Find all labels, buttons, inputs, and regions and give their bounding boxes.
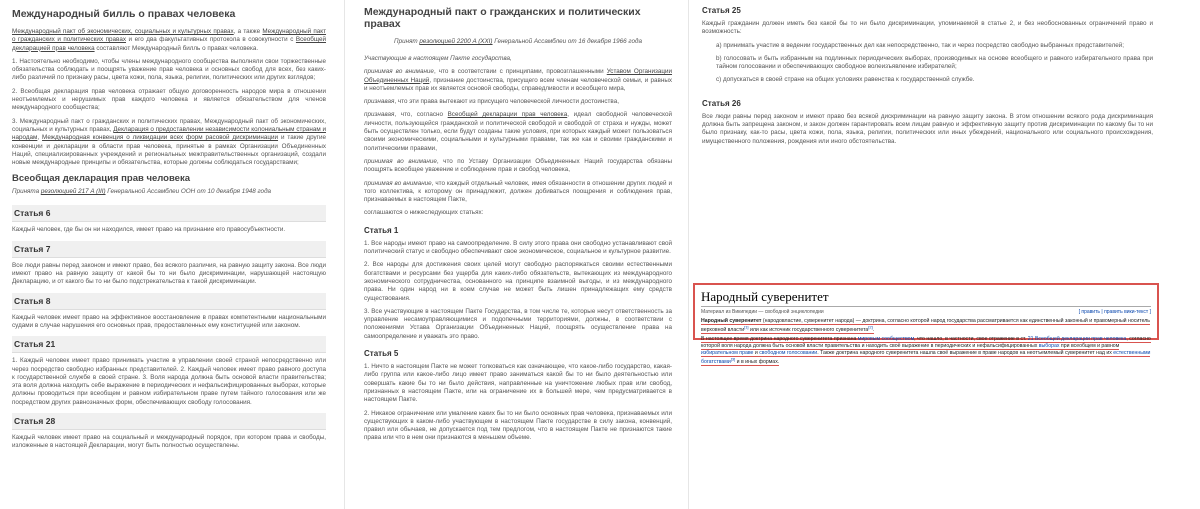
udhr-article-28 bbox=[12, 413, 326, 451]
racial-discrimination-convention-link[interactable]: Международная конвенция о ликвидации всех форм расовой дискриминации bbox=[42, 134, 279, 142]
article-title: Статья 28 bbox=[12, 413, 326, 430]
iccpr-article-25-c: c) допускаться в своей стране на общих условиях равенства к государственной службе. bbox=[716, 76, 975, 84]
iccpr-article-25-title: Статья 25 bbox=[702, 6, 741, 15]
wiki-ref-2[interactable]: [2] bbox=[868, 324, 873, 330]
article-text: Каждый человек имеет право на социальный и международный порядок, при котором права и свободы, изложенные в настоящей Декларации, могут быть полностью осуществлены. bbox=[12, 434, 326, 450]
article-text: Каждый человек имеет право на эффективное восстановление в правах компетентными национальными судами в случае нарушения его основных прав, предоставленных ему конституцией или законом. bbox=[12, 313, 326, 329]
udhr-title: Всеобщая декларация прав человека bbox=[12, 173, 190, 185]
iccpr-article-25-intro: Каждый гражданин должен иметь без какой бы то ни было дискриминации, упоминаемой в статье 2, и без необоснованных ограничений право и возможность: bbox=[702, 20, 1153, 36]
article-title: Статья 8 bbox=[12, 293, 326, 310]
wiki-ref-1[interactable]: [1] bbox=[744, 324, 749, 330]
udhr-link[interactable]: Всеобщей декларацией прав человека bbox=[12, 36, 326, 52]
iccpr-adopted-note: Принят резолюцией 2200 A (XXI) Генеральной Ассамблеи от 16 декабря 1966 года bbox=[394, 38, 642, 45]
article-title: Статья 21 bbox=[12, 336, 326, 353]
udhr-article-6 bbox=[12, 205, 326, 234]
un-charter-link[interactable]: Уставом Организации Объединенных Наций bbox=[364, 68, 673, 84]
article-title: Статья 6 bbox=[12, 205, 326, 222]
icescr-link[interactable]: Международный пакт об экономических, социальных и культурных правах bbox=[12, 28, 234, 35]
iccpr-column bbox=[352, 0, 680, 509]
udhr-adopted-note: Принята резолюцией 217 A (III) Генеральной Ассамблеи ООН от 10 декабря 1948 года bbox=[12, 188, 272, 196]
resolution-217-link[interactable]: резолюцией 217 A (III) bbox=[40, 188, 106, 196]
iccpr-article-1-p2: 2. Все народы для достижения своих целей могут свободно распоряжаться своими естественными богатствами и ресурсами без ущерба для каких-либо обязательств, вытекающих из международного экономического сотрудничества, основанного на принципе взаимной выгоды, и из международного права. Ни один народ ни в коем случае не может быть лишен принадлежащих ему средств существования. bbox=[364, 261, 672, 302]
wiki-edit-links[interactable]: [ править | править вики-текст ] bbox=[1078, 309, 1151, 315]
preamble-parties: Участвующие в настоящем Пакте государства, bbox=[364, 55, 512, 62]
preamble-clause-1: принимая во внимание, что в соответствии с принципами, провозглашенными Уставом Организации Объединенных Наций, признание достоинства, присущего всем членам человеческой семьи, и равных и неотъемлемых прав их является основой свободы, справедливости и всеобщего мира, bbox=[364, 68, 673, 92]
wiki-link-udhr-21[interactable]: 21 Всеобщей декларации прав человека bbox=[1027, 336, 1127, 343]
iccpr-article-25-b: b) голосовать и быть избранным на подлинных периодических выборах, производимых на основе всеобщего и равного избирательного права при тайном голосовании и обеспечивающих свободное волеизъявление избирателей; bbox=[716, 54, 1153, 71]
wiki-source: Материал из Википедии — свободной энциклопедии bbox=[701, 309, 824, 315]
wiki-term: Народный суверенитет bbox=[701, 318, 762, 324]
udhr-article-8 bbox=[12, 293, 326, 331]
wiki-paragraph-1: Народный суверенитет (народовластие, суверенитет народа) — доктрина, согласно которой народ государства рассматривается как единственный законный и правомерный носитель верховной власти[1] или как источник государственного суверенитета[2]. bbox=[701, 318, 1151, 334]
bill-paragraph-3: 3. Международный пакт о гражданских и политических правах, Международный пакт об экономических, социальных и культурных правах, Декларация о предоставлении независимости колониальным странам и народам, Международная конвенция о ликвидации всех форм расовой дискриминации и такие другие конвенции и декларации в области прав человека, принятые в рамках Организации Объединенных Наций, специализированных учреждений и региональных межправительственных организаций, создали новые международные принципы и обязательства, которые должны соблюдаться государствами; bbox=[12, 117, 326, 167]
udhr-link-2[interactable]: Всеобщей декларации прав человека bbox=[447, 111, 568, 119]
iccpr-title: Международный пакт о гражданских и политических правах bbox=[364, 6, 641, 30]
decolonization-declaration-link[interactable]: Декларация о предоставлении независимости колониальным странам и народам bbox=[12, 125, 326, 142]
wiki-excerpt-box bbox=[693, 283, 1159, 366]
iccpr-article-1-p3: 3. Все участвующие в настоящем Пакте Государства, в том числе те, которые несут ответственность за управление несамоуправляющимися и подопечными территориями, должны, в соответствии с положениями Устава Организации Объединенных Наций, поощрять осуществление права на самоопределение и уважать это право. bbox=[364, 307, 672, 340]
iccpr-article-5-p1: 1. Ничто в настоящем Пакте не может толковаться как означающее, что какое-либо государство, какая-либо группа или какое-либо лицо имеет право заниматься какой бы то ни было деятельностью или совершать какие бы то ни было действия, направленные на уничтожение любых прав или свобод, признанных в настоящем Пакте, или на ограничение их в большей мере, чем предусматривается в настоящем Пакте. bbox=[364, 363, 672, 404]
wiki-paragraph-2: В настоящее время доктрина народного суверенитета признана мировым сообществом, что нашло, в частности, свое отражение в ст. 21 Всеобщей декларации прав человека, согласно которой воля народа должна быть основой власти правительства и находить своё выражение в периодических и нефальсифицированных выборах при всеобщем и равном избирательном праве и свободном голосовании. Также доктрина народного суверенитета нашла своё выражение в праве народов на неотъемлемый суверенитет над их естественными богатствами[3] и в иных формах. bbox=[701, 336, 1151, 366]
preamble-clause-3: признавая, что, согласно Всеобщей декларации прав человека, идеал свободной человеческой личности, пользующейся гражданской и политической свободой и свободой от страха и нужды, может быть осуществлен только, если будут созданы такие условия, при которых каждый может пользоваться своими экономическими, социальными и культурными правами, так же как и своими гражданскими и политическими правами, bbox=[364, 111, 672, 152]
bill-title: Международный билль о правах человека bbox=[12, 8, 236, 20]
wiki-meta-row bbox=[701, 309, 1151, 315]
wiki-link-natural-resources[interactable]: естественными богатствами bbox=[701, 349, 1151, 366]
iccpr-article-1-p1: 1. Все народы имеют право на самоопределение. В силу этого права они свободно устанавливают свой политический статус и свободно обеспечивают свое экономическое, социальное и культурное развитие. bbox=[364, 239, 672, 256]
bill-paragraph-1: 1. Настоятельно необходимо, чтобы члены международного сообщества выполняли свои торжественные обязательства соблюдать и поощрять уважение прав человека и основных свобод для всех, без каких-либо различий по признаку расы, цвета кожи, пола, языка, религии, политических или других взглядов; bbox=[12, 57, 326, 82]
wiki-link-world-community[interactable]: мировым сообществом bbox=[857, 336, 915, 343]
preamble-clause-5: принимая во внимание, что каждый отдельный человек, имея обязанности в отношении других людей и того коллектива, к которому он принадлежит, должен добиваться поощрения и соблюдения прав, признаваемых в настоящем Пакте, bbox=[364, 179, 672, 204]
preamble-agree: соглашаются о нижеследующих статьях: bbox=[364, 209, 484, 217]
article-title: Статья 7 bbox=[12, 241, 326, 258]
wiki-link-elections[interactable]: выборах bbox=[1038, 342, 1060, 349]
article-text: Каждый человек, где бы он ни находился, имеет право на признание его правосубъектности. bbox=[12, 226, 286, 234]
udhr-article-7 bbox=[12, 241, 326, 287]
iccpr-link[interactable]: Международный пакт о гражданских и политических правах bbox=[12, 28, 327, 44]
iccpr-article-5-p2: 2. Никакое ограничение или умаление каких бы то ни было основных прав человека, признаваемых или существующих в каком-либо участвующем в настоящем Пакте государстве в силу закона, конвенций, правил или обычаев, не допускается под тем предлогом, что в настоящем Пакте не признаются такие права или что в нем они признаются в меньшем объеме. bbox=[364, 409, 672, 442]
wiki-link-suffrage[interactable]: избирательном праве bbox=[701, 349, 754, 356]
iccpr-article-1-title: Статья 1 bbox=[364, 225, 399, 235]
iccpr-article-26-text: Все люди равны перед законом и имеют право без всякой дискриминации на равную защиту закона. В этом отношении всякого рода дискриминация должна быть запрещена законом, и закон должен гарантировать всем лицам равную и эффективную защиту против дискриминации по какому бы то ни было признаку, как-то расы, цвета кожи, пола, языка, религии, политических или иных убеждений, национального или социального происхождения, имущественного положения, рождения или иного обстоятельства. bbox=[702, 112, 1153, 145]
preamble-clause-4: принимая во внимание, что по Уставу Организации Объединенных Наций государства обязаны поощрять всеобщее уважение и соблюдение прав и свобод человека, bbox=[364, 157, 672, 174]
iccpr-article-26-title: Статья 26 bbox=[702, 98, 741, 108]
wiki-link-free-vote[interactable]: свободном голосовании bbox=[759, 349, 818, 356]
article-text: Все люди равны перед законом и имеют право, без всякого различия, на равную защиту закона. Все люди имеют право на равную защиту от какой бы то ни было дискриминации, нарушающей настоящую Декларацию, и от какого бы то ни было подстрекательства к такой дискриминации. bbox=[12, 261, 326, 286]
iccpr-articles-column bbox=[696, 0, 1161, 509]
article-text: 1. Каждый человек имеет право принимать участие в управлении своей страной непосредственно или через посредство свободно избранных представителей. 2. Каждый человек имеет право равного доступа к государственной службе в своей стране. 3. Воля народа должна быть основой власти правительства; эта воля должна находить себе выражение в периодических и нефальсифицированных выборах, которые должны проводиться при всеобщем и равном избирательном праве путем тайного голосования или же посредством других равнозначных форм, обеспечивающих свободу голосования. bbox=[12, 357, 326, 406]
resolution-2200-link[interactable]: резолюцией 2200 A (XXI) bbox=[419, 38, 493, 45]
udhr-article-21 bbox=[12, 336, 326, 407]
wiki-title: Народный суверенитет bbox=[701, 289, 1151, 307]
bill-intro: Международный пакт об экономических, социальных и культурных правах, а также Международный пакт о гражданских и политических правах и его два факультативных протокола в совокупности с Всеобщей декларацией прав человека составляют Международный билль о правах человека. bbox=[12, 28, 327, 52]
wiki-ref-3[interactable]: [3] bbox=[730, 356, 736, 362]
iccpr-article-25-a: а) принимать участие в ведении государственных дел как непосредственно, так и через посредство свободно выбранных представителей; bbox=[716, 41, 1125, 49]
bill-paragraph-2: 2. Всеобщая декларация прав человека отражает общую договоренность народов мира в отношении неотъемлемых и нерушимых прав каждого человека и является обязательством для членов международного сообщества; bbox=[12, 87, 326, 112]
human-rights-bill-column bbox=[0, 0, 336, 509]
iccpr-article-5-title: Статья 5 bbox=[364, 349, 399, 359]
preamble-clause-2: признавая, что эти права вытекают из присущего человеческой личности достоинства, bbox=[364, 98, 619, 106]
